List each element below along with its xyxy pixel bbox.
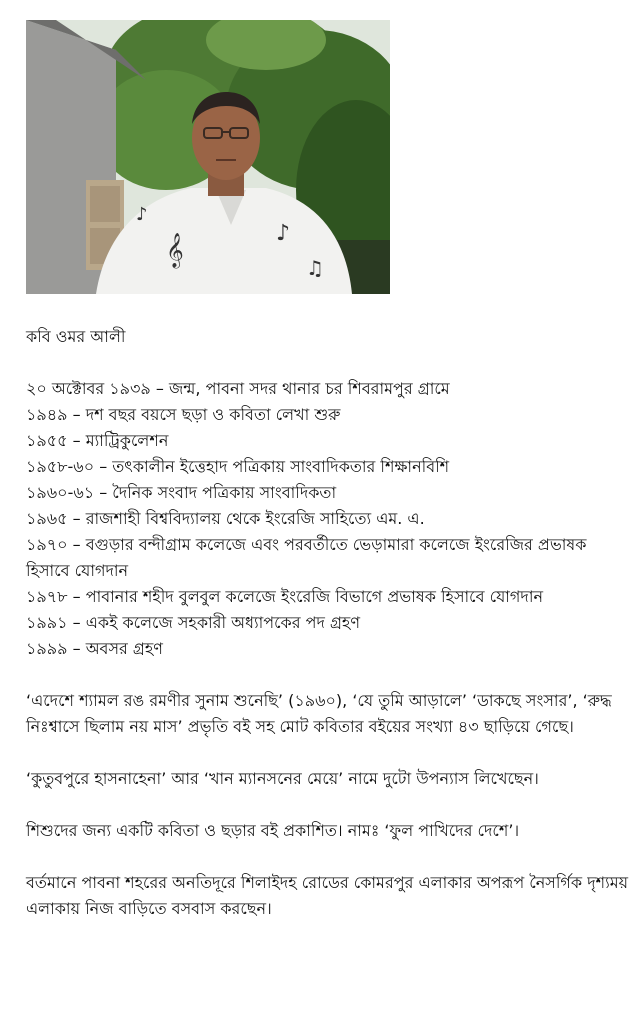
timeline-item: ২০ অক্টোবর ১৯৩৯ – জন্ম, পাবনা সদর থানার চর শিবরামপুর গ্রামে [26,379,450,398]
poet-photo [26,20,390,294]
timeline-item: ১৯৯১ – একই কলেজে সহকারী অধ্যাপকের পদ গ্রহণ [26,613,361,632]
svg-text:♫: ♫ [306,256,324,280]
timeline-item: ১৯৭০ – বগুড়ার বন্দীগ্রাম কলেজে এবং পরবর্তীতে ভেড়ামারা কলেজে ইংরেজির প্রভাষক হিসাবে যোগদান [26,535,587,580]
novels-paragraph: ‘কুতুবপুরে হাসনাহেনা’ আর ‘খান ম্যানসনের মেয়ে’ নামে দুটো উপন্যাস লিখেছেন। [26,769,539,788]
timeline-item: ১৯৪৯ – দশ বছর বয়সে ছড়া ও কবিতা লেখা শুরু [26,405,341,424]
timeline-item: ১৯৫৫ – ম্যাট্রিকুলেশন [26,431,169,450]
timeline-item: ১৯৯৯ – অবসর গ্রহণ [26,639,163,658]
poet-portrait-image [26,20,390,294]
poet-name: কবি ওমর আলী [26,327,126,346]
timeline-item: ১৯৬৫ – রাজশাহী বিশ্ববিদ্যালয় থেকে ইংরেজি সাহিত্যে এম. এ. [26,509,425,528]
children-book-paragraph: শিশুদের জন্য একটি কবিতা ও ছড়ার বই প্রকাশিত। নামঃ ‘ফুল পাখিদের দেশে’। [26,821,520,840]
biography [26,324,630,922]
books-paragraph: ‘এদেশে শ্যামল রঙ রমণীর সুনাম শুনেছি’ (১৯৬০), ‘যে তুমি আড়ালে’ ‘ডাকছে সংসার’, ‘রুদ্ধ নিঃশ্বাসে ছিলাম নয় মাস’ প্রভৃতি বই সহ মোট কবিতার বইয়ের সংখ্যা ৪৩ ছাড়িয়ে গেছে। [26,691,612,736]
residence-paragraph: বর্তমানে পাবনা শহরের অনতিদূরে শিলাইদহ রোডের কোমরপুর এলাকার অপরূপ নৈসর্গিক দৃশ্যময় এলাকায় নিজ বাড়িতে বসবাস করছেন। [26,873,629,918]
svg-text:♪: ♪ [276,221,291,246]
svg-text:♪: ♪ [136,204,148,225]
timeline-item: ১৯৫৮-৬০ – তৎকালীন ইত্তেহাদ পত্রিকায় সাংবাদিকতার শিক্ষানবিশি [26,457,450,476]
timeline-item: ১৯৬০-৬১ – দৈনিক সংবাদ পত্রিকায় সাংবাদিকতা [26,483,337,502]
life-timeline [26,376,630,662]
svg-text:𝄞: 𝄞 [166,233,184,268]
timeline-item: ১৯৭৮ – পাবানার শহীদ বুলবুল কলেজে ইংরেজি বিভাগে প্রভাষক হিসাবে যোগদান [26,587,544,606]
